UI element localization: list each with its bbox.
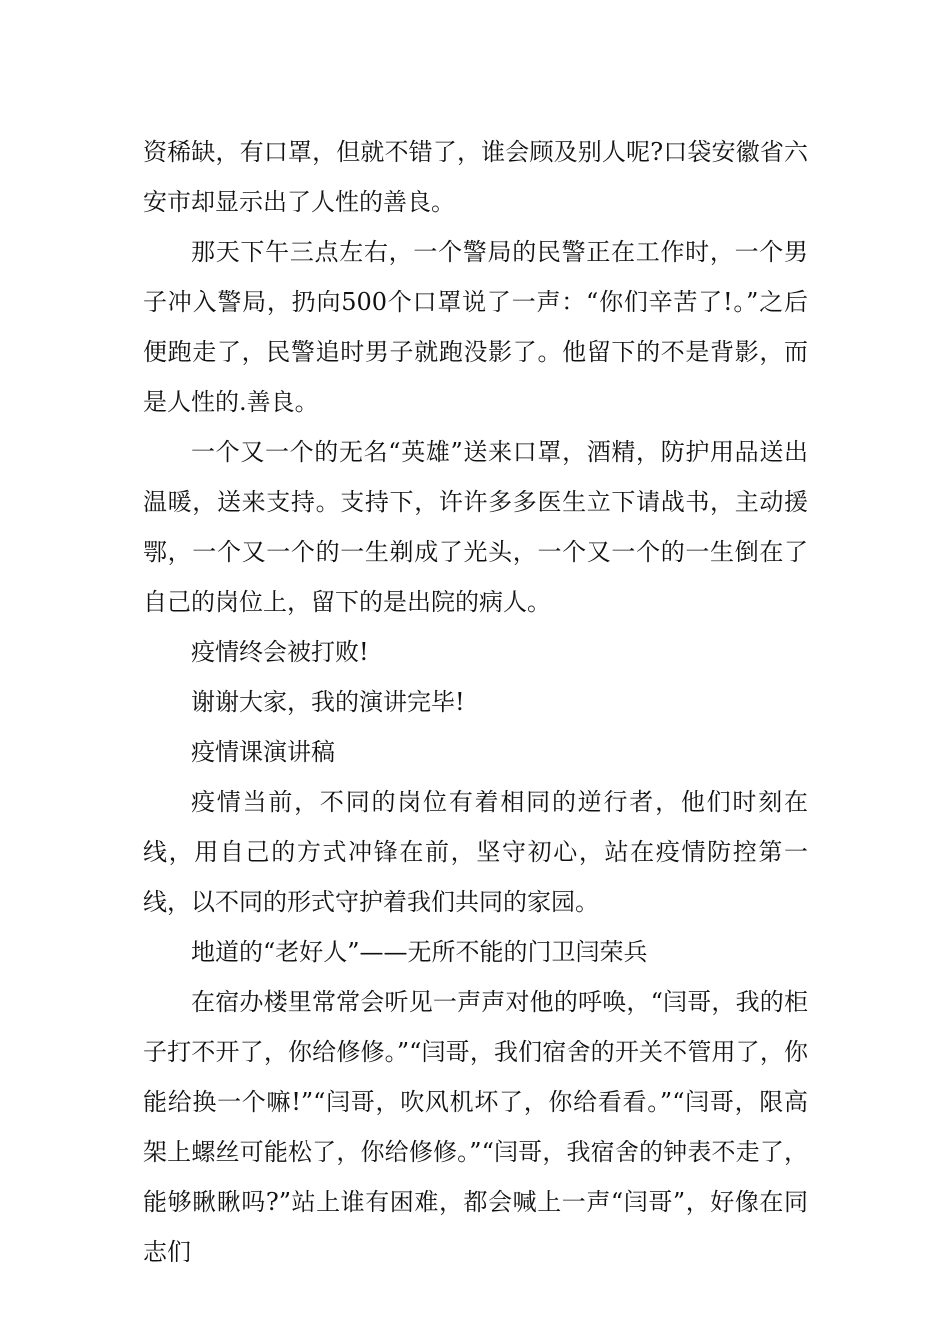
paragraph-epidemic-defeated: 疫情终会被打败! <box>191 638 369 666</box>
paragraph-thanks: 谢谢大家，我的演讲完毕! <box>191 688 465 716</box>
section-title: 疫情课演讲稿 <box>191 738 335 766</box>
document-page <box>143 127 808 1277</box>
paragraph-police-story: 那天下午三点左右，一个警局的民警正在工作时，一个男子冲入警局，扔向500个口罩说了一声：“你们辛苦了!。”之后便跑走了，民警追时男子就跑没影了。他留下的不是背影，而是人性的.善良。 <box>143 238 808 416</box>
paragraph-doorman: 在宿办楼里常常会听见一声声对他的呼唤，“闫哥，我的柜子打不开了，你给修修。”“闫哥，我们宿舍的开关不管用了，你能给换一个嘛!”“闫哥，吹风机坏了，你给看看。”“闫哥，限高架上螺丝可能松了，你给修修。”“闫哥，我宿舍的钟表不走了，能够瞅瞅吗?”站上谁有困难，都会喊上一声“闫哥”，好像在同志们 <box>143 988 808 1266</box>
paragraph-intro: 疫情当前，不同的岗位有着相同的逆行者，他们时刻在线，用自己的方式冲锋在前，坚守初心，站在疫情防控第一线，以不同的形式守护着我们共同的家园。 <box>143 788 808 916</box>
paragraph-continuation: 资稀缺，有口罩，但就不错了，谁会顾及别人呢?口袋安徽省六安市却显示出了人性的善良。 <box>143 138 808 216</box>
paragraph-unnamed-heroes: 一个又一个的无名“英雄”送来口罩，酒精，防护用品送出温暖，送来支持。支持下，许许多多医生立下请战书，主动援鄂，一个又一个的一生剃成了光头，一个又一个的一生倒在了自己的岗位上，留下的是出院的病人。 <box>143 438 808 616</box>
subsection-title: 地道的“老好人”——无所不能的门卫闫荣兵 <box>191 938 648 966</box>
